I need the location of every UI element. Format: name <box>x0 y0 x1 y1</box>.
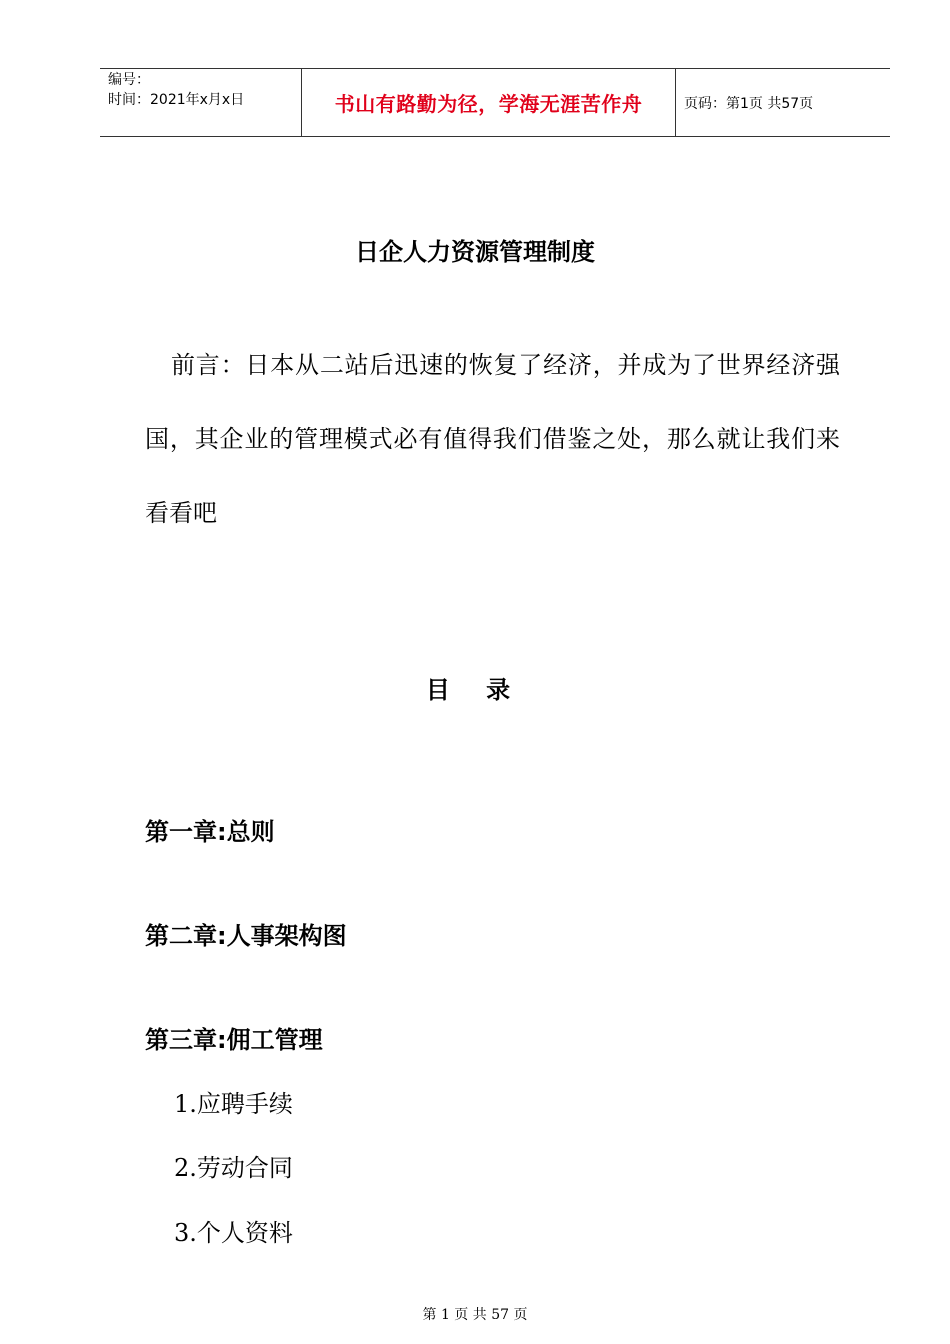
toc-item-3: 3.个人资料 <box>174 1219 293 1247</box>
preface-paragraph: 前言：日本从二站后迅速的恢复了经济，并成为了世界经济强国，其企业的管理模式必有值得我们借鉴之处，那么就让我们来看看吧 <box>145 351 840 527</box>
page-header <box>100 68 890 137</box>
header-left-cell <box>100 69 300 136</box>
toc-chapter-3: 第三章:佣工管理 <box>145 1026 323 1054</box>
toc-item-1: 1.应聘手续 <box>174 1090 293 1118</box>
header-page-cell <box>676 69 890 136</box>
date-line: 时间：2021年x月x日 <box>108 92 245 108</box>
toc-chapter-1: 第一章:总则 <box>145 818 275 846</box>
toc-title: 目 录 <box>425 676 525 704</box>
header-page-info: 页码：第1页 共57页 <box>684 95 814 112</box>
toc-chapter-2: 第二章:人事架构图 <box>145 922 347 950</box>
header-motto-cell <box>301 69 676 136</box>
number-label: 编号： <box>108 72 150 88</box>
motto-text: 书山有路勤为径，学海无涯苦作舟 <box>334 92 643 116</box>
toc-item-2: 2.劳动合同 <box>174 1154 293 1182</box>
page-footer: 第 1 页 共 57 页 <box>422 1307 528 1323</box>
document-title: 日企人力资源管理制度 <box>355 238 595 266</box>
